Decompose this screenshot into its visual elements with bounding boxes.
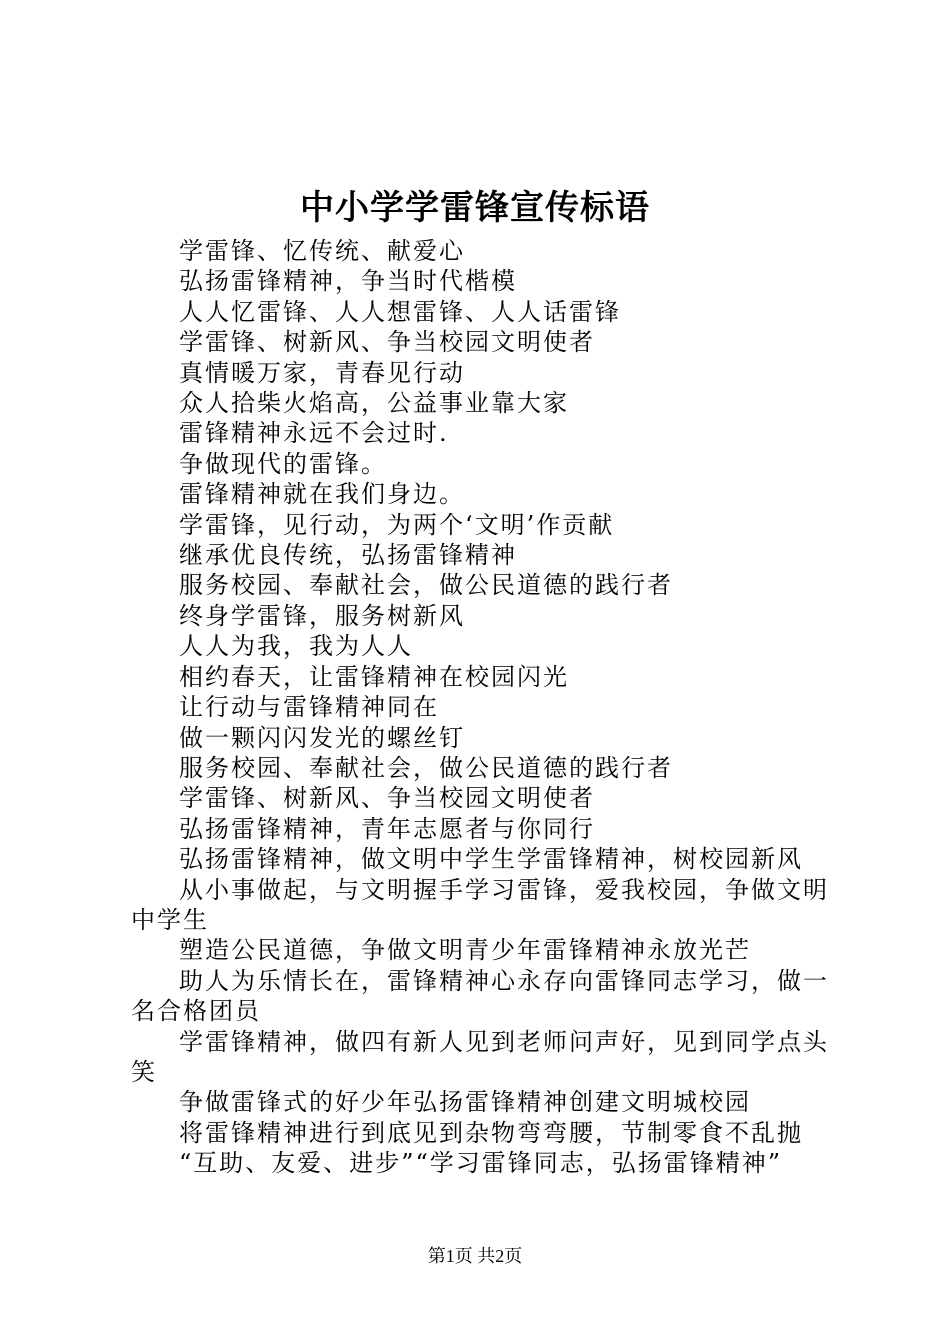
slogan-line: 相约春天，让雷锋精神在校园闪光 — [179, 662, 569, 691]
slogan-line: 学雷锋，见行动，为两个‘文明’作贡献 — [179, 510, 615, 539]
slogan-line: 争做雷锋式的好少年弘扬雷锋精神创建文明城校园 — [179, 1088, 751, 1117]
document-title: 中小学学雷锋宣传标语 — [300, 188, 650, 228]
slogan-line: 真情暖万家，青春见行动 — [179, 358, 465, 387]
slogan-line: “互助、友爱、进步”“学习雷锋同志，弘扬雷锋精神” — [179, 1149, 783, 1178]
document-body — [131, 236, 835, 1179]
slogan-line: 弘扬雷锋精神，青年志愿者与你同行 — [179, 814, 595, 843]
slogan-line: 人人为我，我为人人 — [179, 632, 413, 661]
slogan-line: 服务校园、奉献社会，做公民道德的践行者 — [179, 753, 673, 782]
slogan-line: 学雷锋、树新风、争当校园文明使者 — [179, 784, 595, 813]
slogan-line: 弘扬雷锋精神，做文明中学生学雷锋精神，树校园新风 — [179, 845, 803, 874]
slogan-line: 让行动与雷锋精神同在 — [179, 693, 439, 722]
slogan-line: 助人为乐情长在，雷锋精神心永存向雷锋同志学习，做一名合格团员 — [131, 966, 829, 1026]
slogan-line: 争做现代的雷锋。 — [179, 449, 387, 478]
slogan-line: 从小事做起，与文明握手学习雷锋，爱我校园，争做文明中学生 — [131, 875, 829, 934]
slogan-line: 雷锋精神就在我们身边。 — [179, 480, 465, 509]
slogan-line: 继承优良传统，弘扬雷锋精神 — [179, 541, 517, 570]
slogan-line: 服务校园、奉献社会，做公民道德的践行者 — [179, 571, 673, 600]
slogan-line: 终身学雷锋，服务树新风 — [179, 601, 465, 630]
slogan-line: 人人忆雷锋、人人想雷锋、人人话雷锋 — [179, 297, 621, 326]
slogan-line: 学雷锋、树新风、争当校园文明使者 — [179, 328, 595, 357]
slogan-line: 学雷锋、忆传统、献爱心 — [179, 237, 465, 265]
slogan-line: 做一颗闪闪发光的螺丝钉 — [179, 723, 465, 752]
slogan-line: 雷锋精神永远不会过时. — [179, 419, 449, 448]
slogan-line: 塑造公民道德，争做文明青少年雷锋精神永放光芒 — [179, 936, 751, 965]
slogan-line: 将雷锋精神进行到底见到杂物弯弯腰，节制零食不乱抛 — [179, 1118, 803, 1147]
slogan-line: 学雷锋精神，做四有新人见到老师问声好，见到同学点头笑 — [131, 1027, 829, 1086]
slogan-line: 众人拾柴火焰高，公益事业靠大家 — [179, 389, 569, 418]
slogan-line: 弘扬雷锋精神，争当时代楷模 — [179, 267, 517, 296]
page-number-footer: 第1页 共2页 — [427, 1246, 523, 1266]
